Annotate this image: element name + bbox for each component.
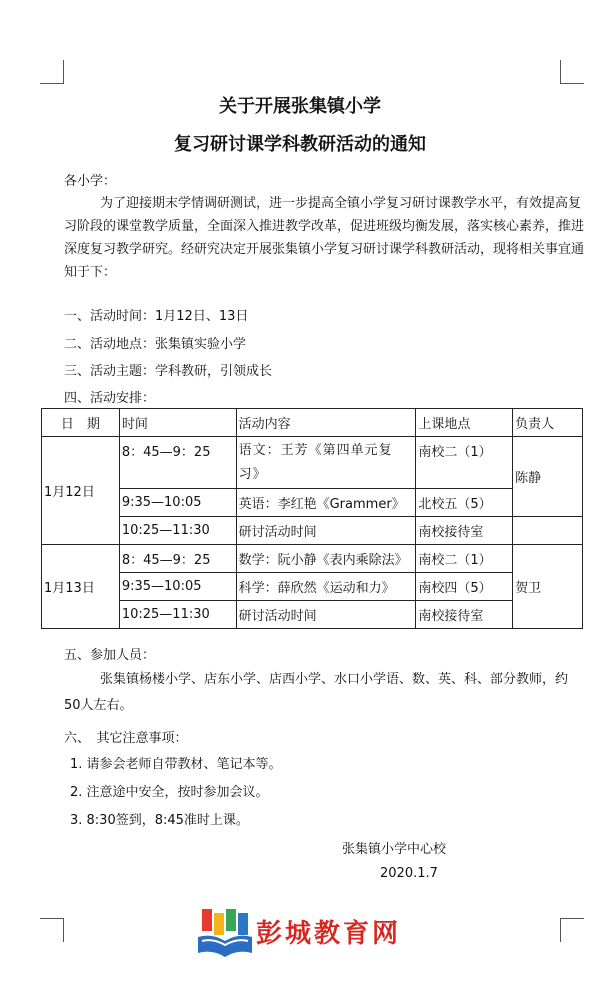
day1-row3-venue: 南校接待室 <box>416 517 513 545</box>
day1-row3-time: 10:25—11:30 <box>119 517 236 545</box>
table-row <box>42 517 583 545</box>
note-item-3: 3. 8:30签到，8:45准时上课。 <box>70 813 249 828</box>
participants-heading: 五、参加人员： <box>64 648 156 663</box>
day1-row2-venue: 北校五（5） <box>416 489 513 517</box>
document-title-line1: 关于开展张集镇小学 <box>219 96 381 117</box>
day1-row1-content: 语文：王芳《第四单元复习》 <box>236 437 416 489</box>
day2-row3-time: 10:25—11:30 <box>119 601 236 629</box>
header-content: 活动内容 <box>236 409 416 437</box>
header-venue: 上课地点 <box>416 409 513 437</box>
schedule-table <box>41 408 583 629</box>
crop-mark-bottom-left <box>40 918 64 942</box>
header-person: 负责人 <box>513 409 583 437</box>
intro-text: 为了迎接期末学情调研测试，进一步提高全镇小学复习研讨课教学水平，有效提高复习阶段的课堂教学质量，全面深入推进教学改革，促进班级均衡发展，落实核心素养，推进深度复习教学研究。经研究决定开展张集镇小学复习研讨课学科教研活动，现将相关事宜通知于下： <box>64 196 585 280</box>
section-theme: 三、活动主题：学科教研，引领成长 <box>64 364 273 379</box>
table-row <box>42 601 583 629</box>
day1-row3-content: 研讨活动时间 <box>236 517 416 545</box>
watermark-text: 彭城教育网 <box>256 919 402 949</box>
day1-row2-content: 英语：李红艳《Grammer》 <box>236 489 416 517</box>
section-time: 一、活动时间：1月12日、13日 <box>64 309 249 324</box>
intro-paragraph <box>64 192 584 284</box>
day2-date: 1月13日 <box>42 545 120 629</box>
day1-row2-time: 9:35—10:05 <box>119 489 236 517</box>
day2-row1-time: 8：45—9：25 <box>119 545 236 573</box>
day2-row1-content: 数学：阮小静《表内乘除法》 <box>236 545 416 573</box>
crop-mark-bottom-right <box>560 918 584 942</box>
header-date: 日 期 <box>42 409 120 437</box>
notes-heading: 六、 其它注意事项： <box>64 731 188 746</box>
signature-date: 2020.1.7 <box>380 866 438 881</box>
day1-person-empty <box>513 517 583 545</box>
day2-row3-content: 研讨活动时间 <box>236 601 416 629</box>
note-item-2: 2. 注意途中安全，按时参加会议。 <box>70 785 269 800</box>
signature-org: 张集镇小学中心校 <box>342 842 447 857</box>
day1-row1-venue: 南校二（1） <box>416 437 513 489</box>
day2-row1-venue: 南校二（1） <box>416 545 513 573</box>
participants-paragraph <box>64 667 584 719</box>
book-icon <box>198 909 252 957</box>
section-schedule: 四、活动安排： <box>64 391 156 406</box>
participants-text: 张集镇杨楼小学、店东小学、店西小学、水口小学语、数、英、科、部分教师，约50人左右。 <box>64 672 569 713</box>
document-title-line2: 复习研讨课学科教研活动的通知 <box>174 134 426 155</box>
header-time: 时间 <box>119 409 236 437</box>
day1-person: 陈静 <box>513 437 583 517</box>
table-row <box>42 545 583 573</box>
salutation: 各小学： <box>64 174 117 189</box>
crop-mark-top-right <box>560 60 584 84</box>
day2-person: 贺卫 <box>513 545 583 629</box>
table-row <box>42 573 583 601</box>
table-row <box>42 489 583 517</box>
section-place: 二、活动地点：张集镇实验小学 <box>64 337 247 352</box>
day1-row1-time: 8：45—9：25 <box>119 437 236 489</box>
day1-date: 1月12日 <box>42 437 120 545</box>
note-item-1: 1. 请参会老师自带教材、笔记本等。 <box>70 757 282 772</box>
day2-row2-content: 科学：薛欣然《运动和力》 <box>236 573 416 601</box>
day2-row3-venue: 南校接待室 <box>416 601 513 629</box>
day2-row2-venue: 南校四（5） <box>416 573 513 601</box>
table-header-row <box>42 409 583 437</box>
crop-mark-top-left <box>40 60 64 84</box>
table-row <box>42 437 583 489</box>
day2-row2-time: 9:35—10:05 <box>119 573 236 601</box>
